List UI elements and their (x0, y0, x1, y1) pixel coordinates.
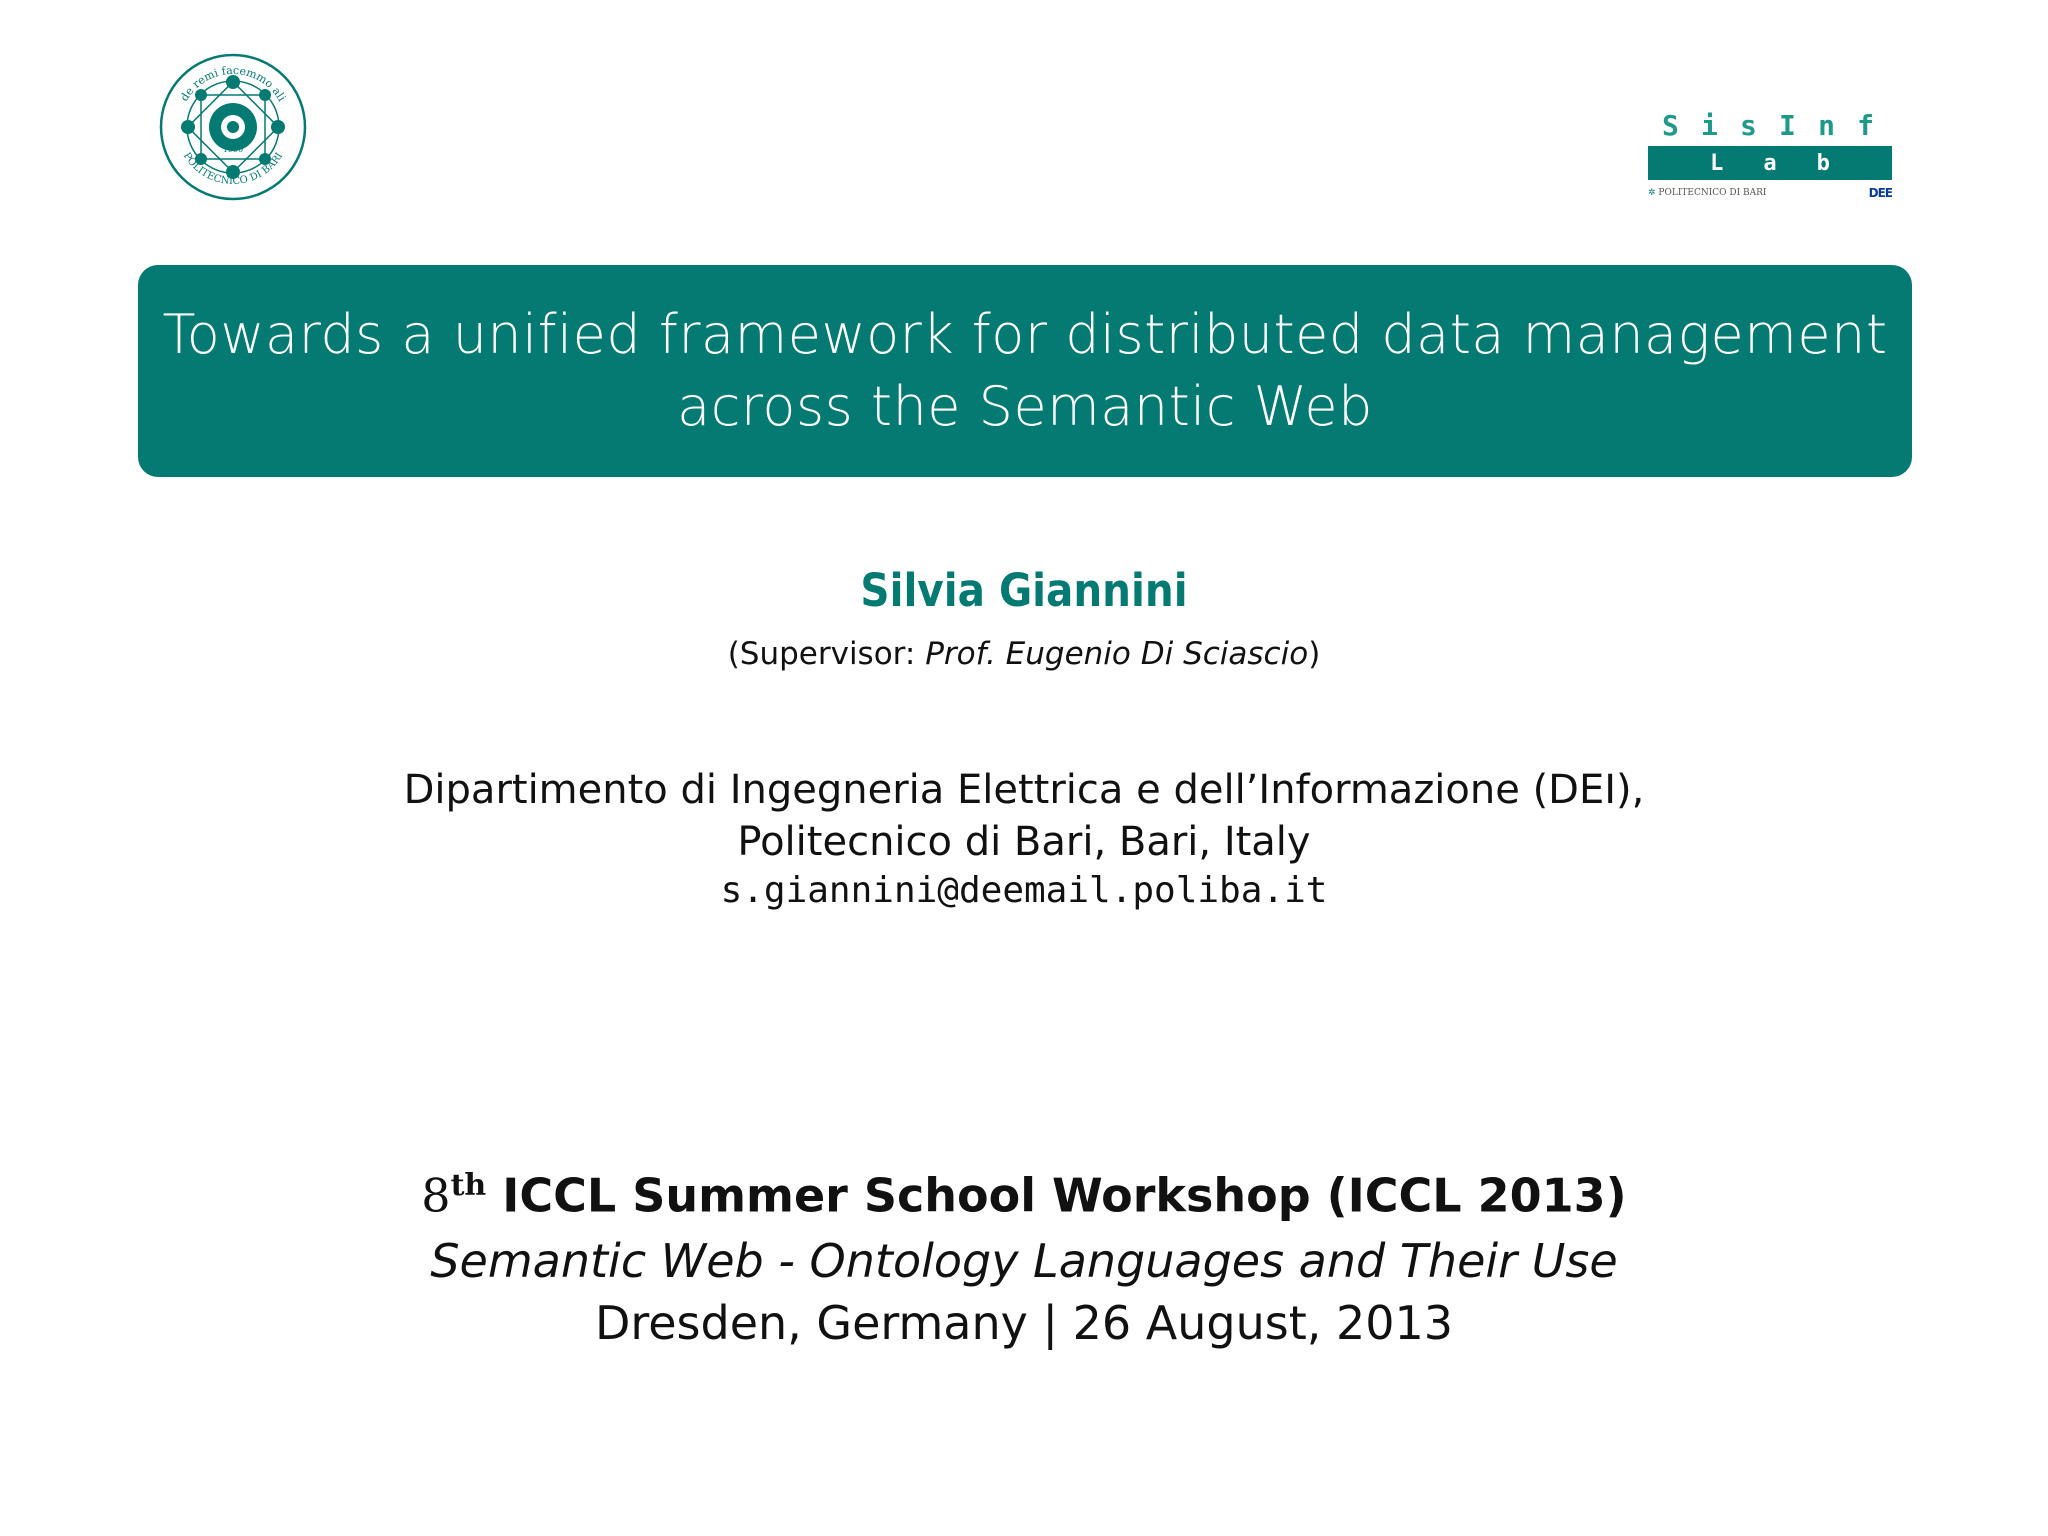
gear-icon: ✲ (1648, 188, 1656, 198)
supervisor-line (0, 636, 2048, 672)
sisinf-letter: i (1701, 108, 1718, 142)
sisinf-letters (1648, 108, 1892, 142)
sisinf-letter: S (1662, 108, 1679, 142)
sisinf-letter: n (1818, 108, 1835, 142)
lab-letter: b (1816, 150, 1830, 176)
svg-text:POLITECNICO DI BARI: POLITECNICO DI BARI (180, 150, 286, 188)
sisinf-footer (1648, 186, 1892, 200)
sisinf-letter: f (1857, 108, 1874, 142)
seal-icon (158, 52, 308, 202)
lab-band (1648, 146, 1892, 180)
event-name: ICCL Summer School Workshop (ICCL 2013) (486, 1168, 1627, 1223)
event-place-date: Dresden, Germany | 26 August, 2013 (594, 1296, 1454, 1350)
event-subtitle: Semantic Web - Ontology Languages and Their Use (430, 1234, 1618, 1288)
title-line-2: across the Semantic Web (677, 375, 1373, 438)
author-name: Silvia Giannini (860, 564, 1188, 617)
svg-text:de remi facemmo ali: de remi facemmo ali (177, 63, 289, 104)
affiliation (0, 764, 2048, 868)
lab-letter: L (1710, 150, 1724, 176)
department-line: Dipartimento di Ingegneria Elettrica e dell’Informazione (DEI), (403, 767, 1645, 813)
supervisor-prefix: (Supervisor: (727, 636, 926, 672)
university-line: Politecnico di Bari, Bari, Italy (737, 819, 1311, 865)
politecnico-di-bari-logo (158, 52, 308, 202)
svg-text:1990: 1990 (222, 145, 244, 154)
dee-logo: DEE (1868, 186, 1892, 200)
event-ordinal: 8 (421, 1168, 451, 1223)
sisinf-letter: I (1779, 108, 1796, 142)
supervisor-name: Prof. Eugenio Di Sciascio (925, 636, 1309, 672)
supervisor-suffix: ) (1308, 636, 1321, 672)
title-box (138, 265, 1912, 477)
sisinf-letter: s (1740, 108, 1757, 142)
title-line-1: Towards a unified framework for distributed data management (162, 303, 1888, 366)
sisinf-footer-left: ✲ POLITECNICO DI BARI (1648, 188, 1767, 198)
sisinf-lab-logo (1648, 108, 1892, 204)
email-address: s.giannini@deemail.poliba.it (720, 870, 1328, 911)
event-ordinal-suffix: th (450, 1168, 487, 1203)
event-title (0, 1168, 2048, 1222)
lab-letter: a (1763, 150, 1777, 176)
